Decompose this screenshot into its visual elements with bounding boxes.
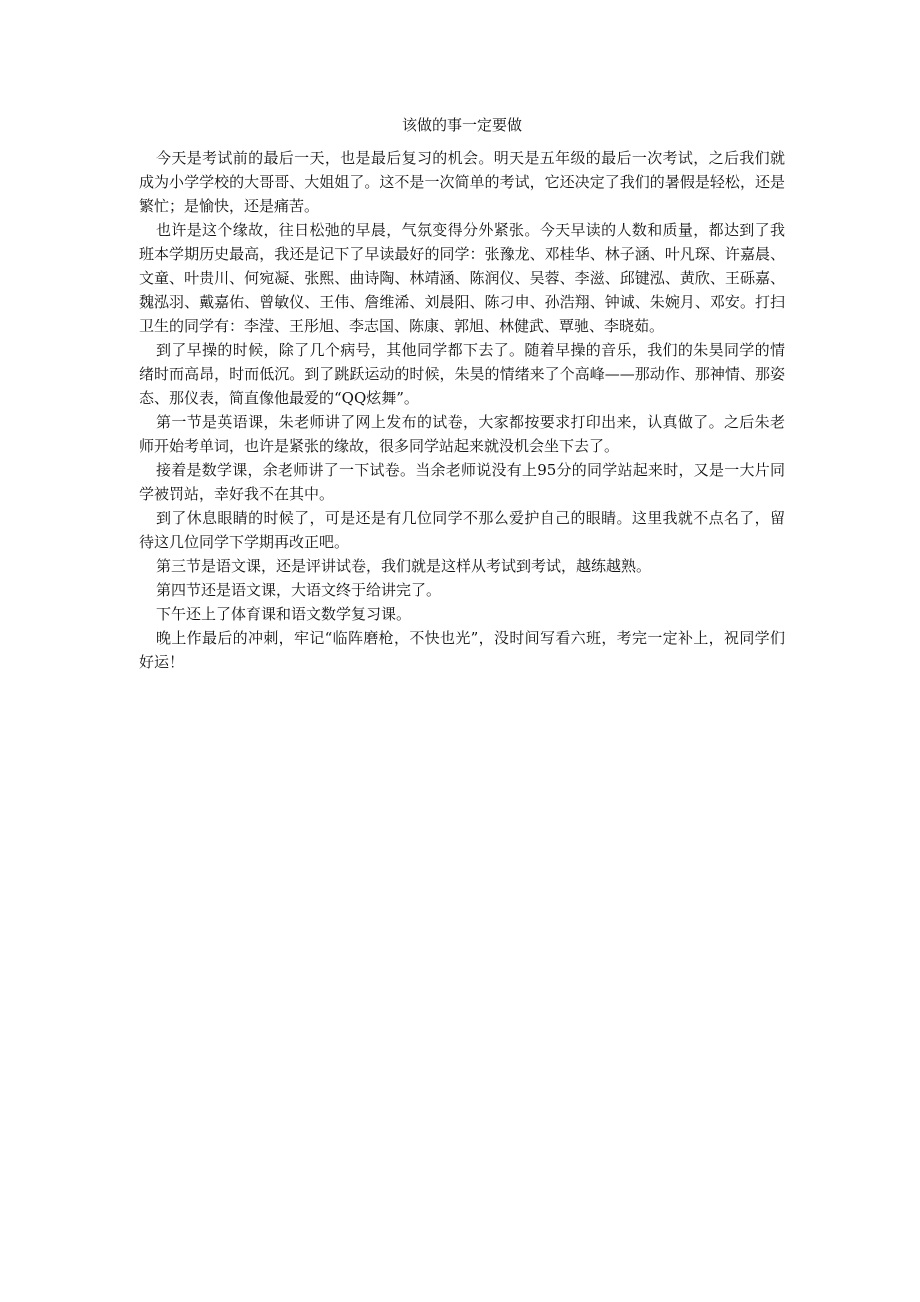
- paragraph-8: 第四节还是语文课，大语文终于给讲完了。: [156, 581, 442, 599]
- paragraph-1: 今天是考试前的最后一天，也是最后复习的机会。明天是五年级的最后一次考试，之后我们就成为小学学校的大哥哥、大姐姐了。这不是一次简单的考试，它还决定了我们的暑假是轻松，还是繁忙；是愉快，还是痛苦。: [139, 149, 785, 215]
- paragraph-9: 下午还上了体育课和语文数学复习课。: [156, 605, 412, 623]
- document-page: [139, 110, 785, 674]
- paragraph-5: 接着是数学课，余老师讲了一下试卷。当余老师说没有上95分的同学站起来时，又是一大片同学被罚站，幸好我不在其中。: [139, 461, 785, 503]
- paragraph-10: 晚上作最后的冲刺，牢记“临阵磨枪，不快也光”，没时间写看六班，考完一定补上，祝同学们好运！: [139, 629, 785, 671]
- paragraph-7: 第三节是语文课，还是评讲试卷，我们就是这样从考试到考试，越练越熟。: [156, 557, 652, 575]
- paragraph-6: 到了休息眼睛的时候了，可是还是有几位同学不那么爱护自己的眼睛。这里我就不点名了，留待这几位同学下学期再改正吧。: [139, 509, 785, 551]
- paragraph-3: 到了早操的时候，除了几个病号，其他同学都下去了。随着早操的音乐，我们的朱昊同学的情绪时而高昂，时而低沉。到了跳跃运动的时候，朱昊的情绪来了个高峰——那动作、那神情、那姿态、那仪表，简直像他最爱的“QQ炫舞”。: [139, 341, 785, 407]
- document-title: 该做的事一定要做: [401, 116, 522, 134]
- paragraph-4: 第一节是英语课，朱老师讲了网上发布的试卷，大家都按要求打印出来，认真做了。之后朱老师开始考单词，也许是紧张的缘故，很多同学站起来就没机会坐下去了。: [139, 413, 785, 455]
- paragraph-2: 也许是这个缘故，往日松弛的早晨，气氛变得分外紧张。今天早读的人数和质量，都达到了我班本学期历史最高，我还是记下了早读最好的同学：张豫龙、邓桂华、林子涵、叶凡琛、许嘉晨、文童、叶贵川、何宛凝、张熙、曲诗陶、林靖涵、陈润仪、吴蓉、李滋、邱键泓、黄欣、王砾嘉、魏泓羽、戴嘉佑、曾敏仪、王伟、詹维浠、刘晨阳、陈刁申、孙浩翔、钟诚、朱婉月、邓安。打扫卫生的同学有：李滢、王彤旭、李志国、陈康、郭旭、林健武、覃驰、李晓茹。: [139, 221, 785, 335]
